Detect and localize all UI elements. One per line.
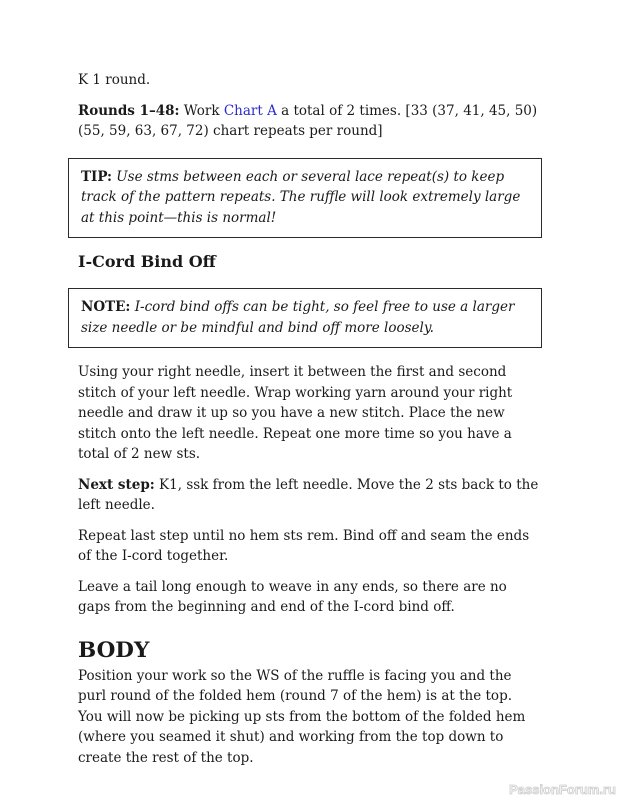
document-content — [78, 70, 540, 778]
next-step-text: K1, ssk from the left needle. Move the 2 sts back to the left needle. — [78, 476, 539, 513]
paragraph-k1-round — [78, 70, 540, 91]
paragraph-using-right-needle-text: Using your right needle, insert it between the first and second stitch of your left needle. Wrap working yarn around your right needle and draw it up so you have a new stitch. Place the new stitch onto the left needle. Repeat one more time so you have a total of 2 new sts. — [78, 364, 513, 462]
paragraph-leave-a-tail-text: Leave a tail long enough to weave in any ends, so there are no gaps from the beginning and end of the I-cord bind off. — [78, 578, 507, 615]
paragraph-k1-round-text: K 1 round. — [78, 72, 151, 88]
paragraph-position-your-work-text: Position your work so the WS of the ruffle is facing you and the purl round of the folded hem (round 7 of the hem) is at the top. You will now be picking up sts from the bottom of the folded hem (where you seamed it shut) and working from the top down to create the rest of the top. — [78, 667, 526, 766]
watermark-passionforum: PassionForum.ru — [509, 782, 616, 797]
next-step-label: Next step: — [78, 476, 155, 493]
note-callout-box — [68, 288, 542, 348]
chart-a-link[interactable]: Chart A — [223, 102, 277, 119]
heading-body-section: BODY — [78, 637, 150, 663]
paragraph-repeat-last-step — [78, 526, 540, 567]
paragraph-leave-a-tail — [78, 577, 540, 618]
tip-callout-box — [68, 158, 542, 239]
paragraph-position-your-work — [78, 666, 540, 769]
paragraph-next-step — [78, 475, 540, 516]
tip-text: Use stms between each or several lace repeat(s) to keep track of the pattern repeats. The ruffle will look extremely large at this point—this is normal! — [81, 168, 521, 226]
note-text: I-cord bind offs can be tight, so feel free to use a larger size needle or be mindful and bind off more loosely. — [81, 299, 515, 336]
paragraph-using-right-needle — [78, 362, 540, 465]
rounds-text-before-link: Work — [179, 102, 224, 119]
tip-label: TIP: — [81, 168, 113, 185]
paragraph-repeat-last-step-text: Repeat last step until no hem sts rem. Bind off and seam the ends of the I-cord together. — [78, 527, 530, 564]
paragraph-rounds-1-48 — [78, 101, 540, 142]
note-label: NOTE: — [81, 299, 131, 315]
heading-icord-bind-off: I-Cord Bind Off — [78, 252, 216, 271]
rounds-text-after-link: a total of 2 times. [33 (37, 41, 45, 50) (55, 59, 63, 67, 72) chart repeats per round] — [78, 102, 538, 139]
rounds-label: Rounds 1–48: — [78, 102, 180, 119]
